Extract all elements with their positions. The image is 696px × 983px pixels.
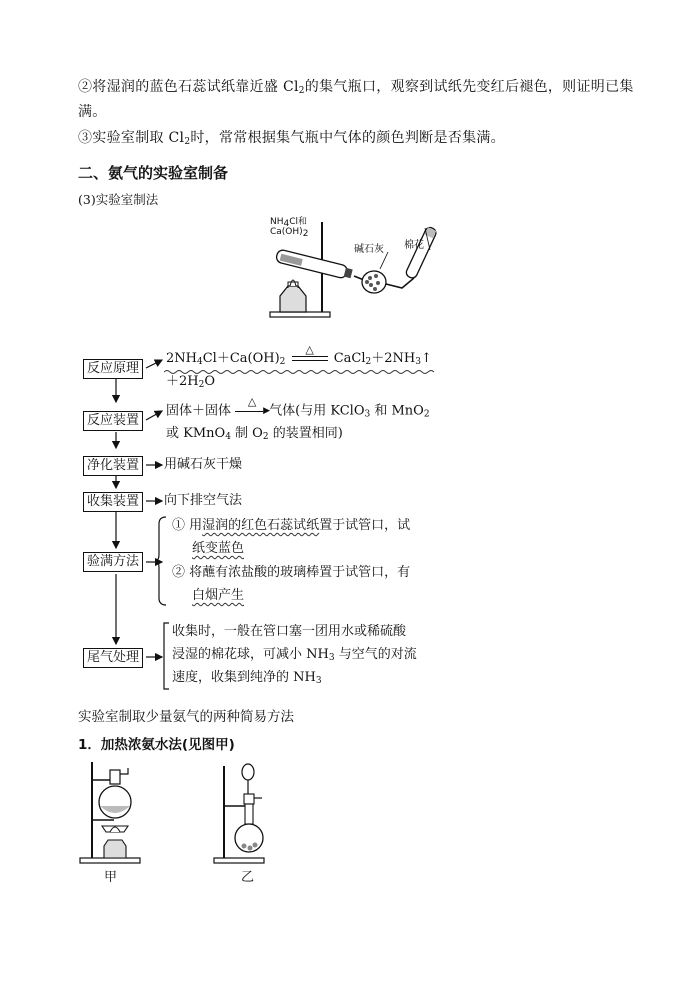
reaction-f: O xyxy=(204,374,216,389)
tail-2a: 浸湿的棉花球，可减小 NH xyxy=(172,647,329,662)
reagent-nh: NH xyxy=(270,217,284,227)
p3-text-a: ③实验室制取 Cl xyxy=(78,130,185,146)
reaction-b-sub: 2 xyxy=(279,357,286,367)
label-soda-lime: 碱石灰 xyxy=(354,244,384,255)
figure-jia-apparatus xyxy=(78,758,148,866)
section-subheading: (3)实验室制法 xyxy=(78,192,159,207)
device-b: 气体(与用 KClO xyxy=(269,403,365,419)
reaction-heat-symbol: △ xyxy=(305,343,314,356)
p2-text-a: ②将湿润的蓝色石蕊试纸靠近盛 Cl xyxy=(78,79,299,95)
reaction-condition-sign xyxy=(290,343,330,369)
check-line-1 xyxy=(172,516,410,536)
p2-text-b: 的集气瓶口，观察到试纸先变红后褪色，则证明已集 xyxy=(304,79,634,95)
flow-box-device: 反应装置 xyxy=(83,411,143,431)
device-c-sub: 2 xyxy=(423,409,430,420)
tail-line-3 xyxy=(172,668,322,688)
p2-sub: 2 xyxy=(298,86,305,96)
paragraph-3 xyxy=(78,126,505,150)
device-f: 的装置相同) xyxy=(268,426,343,441)
tail-3a-sub: 3 xyxy=(315,676,322,686)
tail-line-1: 收集时，一般在管口塞一团用水或稀硫酸 xyxy=(172,624,407,639)
check-1-result: 纸变蓝色 xyxy=(192,541,245,556)
section-heading: 二、氨气的实验室制备 xyxy=(78,164,229,182)
flow-box-check: 验满方法 xyxy=(83,552,143,572)
label-cotton: 棉花 xyxy=(404,240,424,251)
check-line-2 xyxy=(192,539,244,559)
reaction-d: ＋2NH xyxy=(371,351,416,366)
check-2-result: 白烟产生 xyxy=(192,588,245,603)
figure-jia-caption: 甲 xyxy=(104,870,118,885)
label-reagents xyxy=(270,217,308,237)
purify-text: 用碱石灰干燥 xyxy=(164,457,243,472)
p3-sub: 2 xyxy=(184,137,191,147)
flow-box-tail: 尾气处理 xyxy=(83,648,143,668)
figure-yi-apparatus xyxy=(212,758,272,866)
methods-title: 实验室制取少量氨气的两种简易方法 xyxy=(78,709,294,725)
device-d-sub: 4 xyxy=(225,432,231,442)
reagent-sub-2: 2 xyxy=(302,229,309,239)
flow-box-purify: 净化装置 xyxy=(83,456,143,476)
device-e-sub: 2 xyxy=(262,432,269,442)
check-line-4 xyxy=(192,586,244,606)
check-1-post: 置于试管口，试 xyxy=(319,518,411,533)
collect-text: 向下排空气法 xyxy=(164,493,243,508)
reagent-sub-4: 4 xyxy=(283,219,290,229)
paragraph-2-cont: 满。 xyxy=(78,104,107,120)
reaction-a: 2NH xyxy=(166,351,197,366)
tail-3a: 速度，收集到纯净的 NH xyxy=(172,670,316,685)
paragraph-2 xyxy=(78,75,634,99)
reaction-b: Cl＋Ca(OH) xyxy=(202,351,280,366)
device-heat-arrow: △ ▶ xyxy=(235,401,269,422)
reagent-cl: Cl和 xyxy=(289,217,308,227)
method-1: 1．加热浓氨水法(见图甲) xyxy=(78,737,235,753)
ammonia-apparatus-figure xyxy=(262,212,462,324)
reaction-c: CaCl xyxy=(333,351,366,366)
figure-yi-caption: 乙 xyxy=(241,870,255,885)
reaction-e-sub: 2 xyxy=(198,380,205,390)
tail-2a-sub: 3 xyxy=(328,653,335,663)
reaction-e: ＋2H xyxy=(166,374,199,389)
p3-text-b: 时，常常根据集气瓶中气体的颜色判断是否集满。 xyxy=(190,130,505,146)
device-b-sub: 3 xyxy=(364,409,371,420)
tail-bracket xyxy=(162,622,170,690)
tail-line-2 xyxy=(172,645,417,665)
gas-arrow: ↑ xyxy=(420,351,432,366)
reaction-line-1 xyxy=(166,343,432,369)
reagent-caoh: Ca(OH) xyxy=(270,227,303,237)
device-heat-symbol: △ xyxy=(247,395,257,408)
reaction-a-sub: 4 xyxy=(196,357,203,367)
reaction-c-sub: 2 xyxy=(365,357,372,367)
device-d: 或 KMnO xyxy=(166,426,226,441)
flow-box-collect: 收集装置 xyxy=(83,492,143,512)
device-c: 和 MnO xyxy=(370,403,424,419)
check-1-num: ① xyxy=(172,518,186,533)
device-line-2 xyxy=(166,424,343,444)
check-1-wavy: 湿润的红色石蕊试纸 xyxy=(202,518,320,533)
device-a: 固体＋固体 xyxy=(166,403,232,419)
reaction-d-sub: 3 xyxy=(415,357,421,367)
check-brace xyxy=(154,516,168,606)
device-line-1 xyxy=(166,395,430,422)
tail-2b: 与空气的对流 xyxy=(334,647,417,662)
check-1-pre: 用 xyxy=(185,518,203,533)
check-line-3: ② 将蘸有浓盐酸的玻璃棒置于试管口，有 xyxy=(172,565,411,580)
device-e: 制 O xyxy=(230,426,263,441)
reaction-line-2 xyxy=(166,372,215,392)
flow-box-principle: 反应原理 xyxy=(83,359,143,379)
